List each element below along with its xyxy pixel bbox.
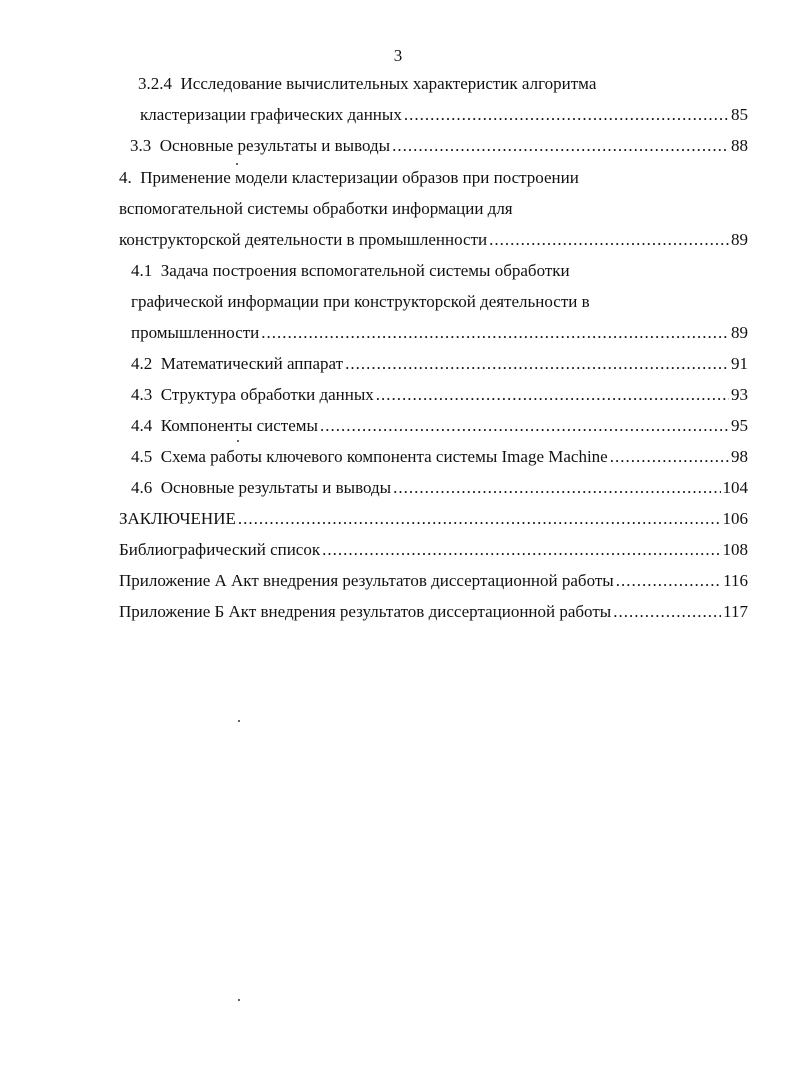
toc-leader-dots <box>376 383 729 407</box>
toc-entry-page: 95 <box>731 416 748 435</box>
toc-entry-title: вспомогательной системы обработки информации для <box>119 199 513 218</box>
toc-entry-title: Задача построения вспомогательной системы обработки <box>160 261 570 280</box>
toc-entry-title: Библиографический список <box>119 540 321 559</box>
toc-entry-page: 91 <box>731 354 748 373</box>
scan-speck <box>238 999 240 1001</box>
toc-entry-title: конструкторской деятельности в промышленности <box>119 230 488 249</box>
toc-entry-title: кластеризации графических данных <box>140 105 402 124</box>
toc-entry-page: 98 <box>731 447 748 466</box>
toc-entry-number: 4. <box>119 168 132 187</box>
toc-entry-4-cont-page[interactable] <box>119 228 748 252</box>
toc-entry-title: Структура обработки данных <box>160 385 374 404</box>
toc-entry-4-1-cont-page[interactable] <box>131 321 748 345</box>
toc-entry-4-cont <box>119 197 748 221</box>
toc-leader-dots <box>613 600 721 624</box>
toc-entry-4-1-cont <box>131 290 748 314</box>
toc-entry-4-1[interactable] <box>131 259 748 283</box>
toc-entry-title: промышленности <box>131 323 260 342</box>
toc-leader-dots <box>320 414 729 438</box>
toc-entry-number: 4.2 <box>131 354 153 373</box>
toc-entry-page: 89 <box>731 230 748 249</box>
toc-entry-page: 88 <box>731 136 748 155</box>
scan-speck <box>238 720 240 722</box>
toc-entry-bibliography[interactable] <box>119 538 748 562</box>
toc-leader-dots <box>489 228 729 252</box>
toc-entry-page: 89 <box>731 323 748 342</box>
toc-leader-dots <box>345 352 729 376</box>
toc-entry-title: Применение модели кластеризации образов при построении <box>140 168 579 187</box>
toc-entry-4[interactable] <box>119 166 748 190</box>
toc-entry-4-4[interactable] <box>131 414 748 438</box>
toc-entry-4-2[interactable] <box>131 352 748 376</box>
toc-entry-4-5[interactable] <box>131 445 748 469</box>
toc-entry-title: Основные результаты и выводы <box>159 136 391 155</box>
toc-leader-dots <box>261 321 729 345</box>
toc-entry-page: 85 <box>731 105 748 124</box>
toc-entry-4-6[interactable] <box>131 476 748 500</box>
toc-entry-3-2-4[interactable] <box>138 72 748 96</box>
toc-entry-title: Основные результаты и выводы <box>160 478 392 497</box>
toc-entry-appendix-a[interactable] <box>119 569 748 593</box>
toc-entry-number: 4.5 <box>131 447 153 466</box>
toc-entry-3-2-4-cont[interactable] <box>140 103 748 127</box>
toc-entry-title: Исследование вычислительных характеристик алгоритма <box>180 74 597 93</box>
toc-entry-title: Приложение А Акт внедрения результатов диссертационной работы <box>119 571 614 590</box>
toc-entry-page: 104 <box>722 478 748 497</box>
toc-entry-page: 106 <box>722 509 748 528</box>
toc-entry-title: Схема работы ключевого компонента системы Image Machine <box>160 447 608 466</box>
toc-entry-3-3[interactable] <box>130 134 748 158</box>
toc-entry-number: 4.1 <box>131 261 153 280</box>
toc-entry-page: 108 <box>722 540 748 559</box>
toc-entry-number: 4.6 <box>131 478 153 497</box>
toc-leader-dots <box>404 103 729 127</box>
toc-entry-number: 3.3 <box>130 136 152 155</box>
toc-entry-page: 93 <box>731 385 748 404</box>
toc-entry-page: 117 <box>723 602 748 621</box>
toc-entry-conclusion[interactable] <box>119 507 748 531</box>
toc-leader-dots <box>238 507 721 531</box>
toc-entry-appendix-b[interactable] <box>119 600 748 624</box>
toc-entry-title: графической информации при конструкторской деятельности в <box>131 292 590 311</box>
toc-leader-dots <box>393 476 720 500</box>
toc-leader-dots <box>616 569 721 593</box>
toc-leader-dots <box>610 445 729 469</box>
toc-leader-dots <box>322 538 720 562</box>
toc-entry-title: Математический аппарат <box>160 354 344 373</box>
toc-entry-title: ЗАКЛЮЧЕНИЕ <box>119 509 236 528</box>
toc-entry-number: 4.3 <box>131 385 153 404</box>
toc-entry-number: 3.2.4 <box>138 74 172 93</box>
page-number: 3 <box>393 46 403 65</box>
scan-speck <box>236 163 238 165</box>
scan-speck <box>237 440 239 442</box>
toc-entry-title: Приложение Б Акт внедрения результатов диссертационной работы <box>119 602 612 621</box>
toc-entry-number: 4.4 <box>131 416 153 435</box>
toc-entry-page: 116 <box>723 571 748 590</box>
toc-entry-title: Компоненты системы <box>160 416 318 435</box>
toc-entry-4-3[interactable] <box>131 383 748 407</box>
toc-leader-dots <box>392 134 729 158</box>
